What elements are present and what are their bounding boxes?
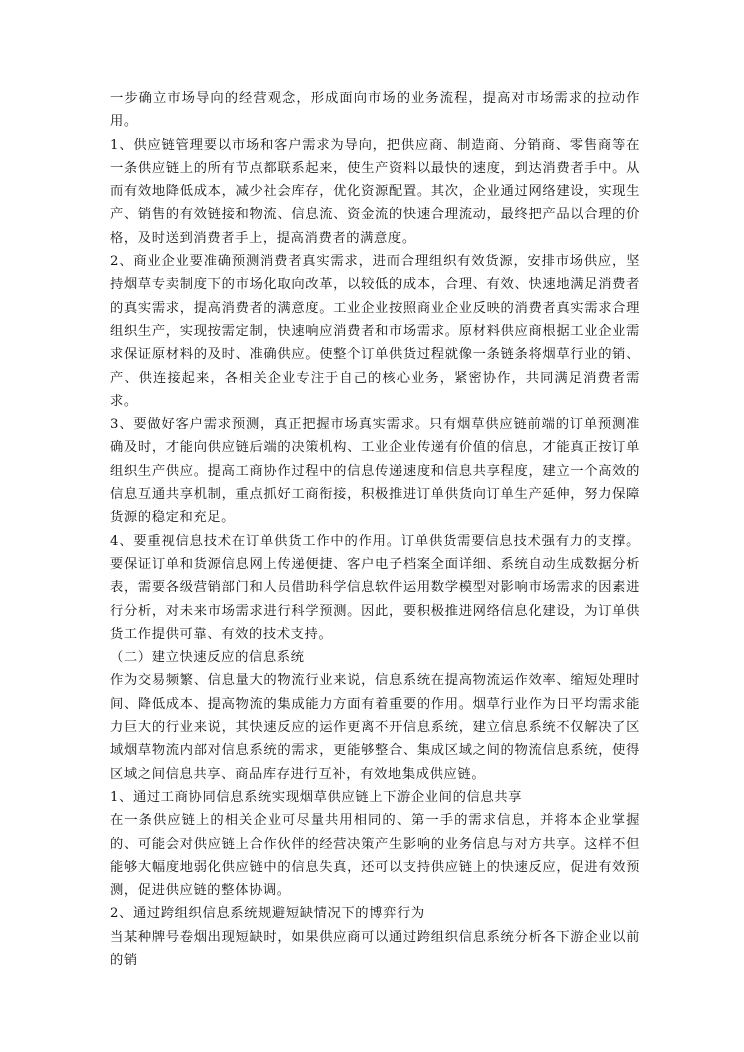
subheading-1: 1、通过工商协同信息系统实现烟草供应链上下游企业间的信息共享 [110, 789, 523, 805]
paragraph-intro: 一步确立市场导向的经营观念，形成面向市场的业务流程，提高对市场需求的拉动作用。 [110, 91, 640, 130]
paragraph-info-sharing: 在一条供应链上的相关企业可尽量共用相同的、第一手的需求信息，并将本企业掌握的、可能会对供应链上合作伙伴的经营决策产生影响的业务信息与对方共享。这样不但能够大幅度地弱化供应链中的信息失真，还可以支持供应链上的快速反应，促进有效预测，促进供应链的整体协调。 [110, 813, 640, 899]
document-page [110, 87, 640, 972]
subheading-2: 2、通过跨组织信息系统规避短缺情况下的博弈行为 [110, 906, 425, 922]
paragraph-info-system: 作为交易频繁、信息量大的物流行业来说，信息系统在提高物流运作效率、缩短处理时间、降低成本、提高物流的集成能力方面有着重要的作用。烟草行业作为日平均需求能力巨大的行业来说，其快速反应的运作更离不开信息系统，建立信息系统不仅解决了区域烟草物流内部对信息系统的需求，更能够整合、集成区域之间的物流信息系统，使得区域之间信息共享、商品库存进行互补，有效地集成供应链。 [110, 673, 640, 782]
paragraph-item-1: 1、供应链管理要以市场和客户需求为导向，把供应商、制造商、分销商、零售商等在一条供应链上的所有节点都联系起来，使生产资料以最快的速度，到达消费者手中。从而有效地降低成本，减少社会库存，优化资源配置。其次，企业通过网络建设，实现生产、销售的有效链接和物流、信息流、资金流的快速合理流动，最终把产品以合理的价格，及时送到消费者手上，提高消费者的满意度。 [110, 137, 640, 246]
paragraph-item-2: 2、商业企业要准确预测消费者真实需求，进而合理组织有效货源，安排市场供应，坚持烟草专卖制度下的市场化取向改革，以较低的成本，合理、有效、快速地满足消费者的真实需求，提高消费者的满意度。工业企业按照商业企业反映的消费者真实需求合理组织生产，实现按需定制，快速响应消费者和市场需求。原材料供应商根据工业企业需求保证原材料的及时、准确供应。使整个订单供货过程就像一条链条将烟草行业的销、产、供连接起来，各相关企业专注于自己的核心业务，紧密协作，共同满足消费者需求。 [110, 254, 640, 409]
section-heading-info-system: （二）建立快速反应的信息系统 [110, 650, 305, 666]
paragraph-shortage: 当某种牌号卷烟出现短缺时，如果供应商可以通过跨组织信息系统分析各下游企业以前的销 [110, 929, 640, 968]
paragraph-item-4: 4、要重视信息技术在订单供货工作中的作用。订单供货需要信息技术强有力的支撑。要保证订单和货源信息网上传递便捷、客户电子档案全面详细、系统自动生成数据分析表，需要各级营销部门和人员借助科学信息软件运用数学模型对影响市场需求的因素进行分析，对未来市场需求进行科学预测。因此，要积极推进网络信息化建设，为订单供货工作提供可靠、有效的技术支持。 [110, 533, 640, 642]
paragraph-item-3: 3、要做好客户需求预测，真正把握市场真实需求。只有烟草供应链前端的订单预测准确及时，才能向供应链后端的决策机构、工业企业传递有价值的信息，才能真正按订单组织生产供应。提高工商协作过程中的信息传递速度和信息共享程度，建立一个高效的信息互通共享机制，重点抓好工商衔接，积极推进订单供货向订单生产延伸，努力保障货源的稳定和充足。 [110, 417, 640, 526]
